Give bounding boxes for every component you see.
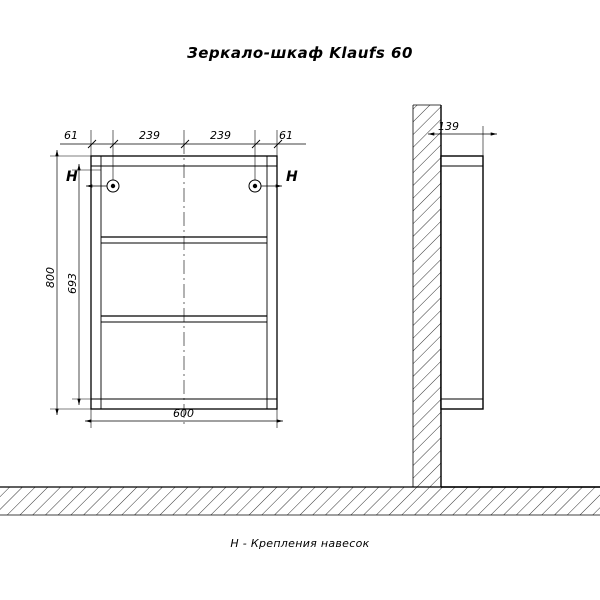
dimension-depth-label: 139 — [438, 120, 459, 133]
dimension-overall-height-label: 800 — [44, 267, 57, 288]
floor-hatching — [0, 487, 600, 515]
dimension-top-mid-left-label: 239 — [139, 129, 160, 142]
dimension-top-right-label: 61 — [279, 129, 293, 142]
dimension-overall-width-label: 600 — [173, 407, 194, 420]
page-title: Зеркало-шкаф Klaufs 60 — [187, 44, 413, 62]
dimension-top-mid-right-label: 239 — [210, 129, 231, 142]
dimension-overall-width — [85, 407, 283, 428]
hanger-mark-left: Н — [66, 169, 78, 185]
legend-note: Н - Крепления навесок — [230, 537, 370, 550]
dimension-inner-height-label: 693 — [66, 273, 79, 294]
dimension-top-left-label: 61 — [64, 129, 78, 142]
side-view-cabinet — [441, 156, 483, 409]
front-view-cabinet — [91, 140, 277, 425]
hanger-mark-right: Н — [286, 169, 298, 185]
